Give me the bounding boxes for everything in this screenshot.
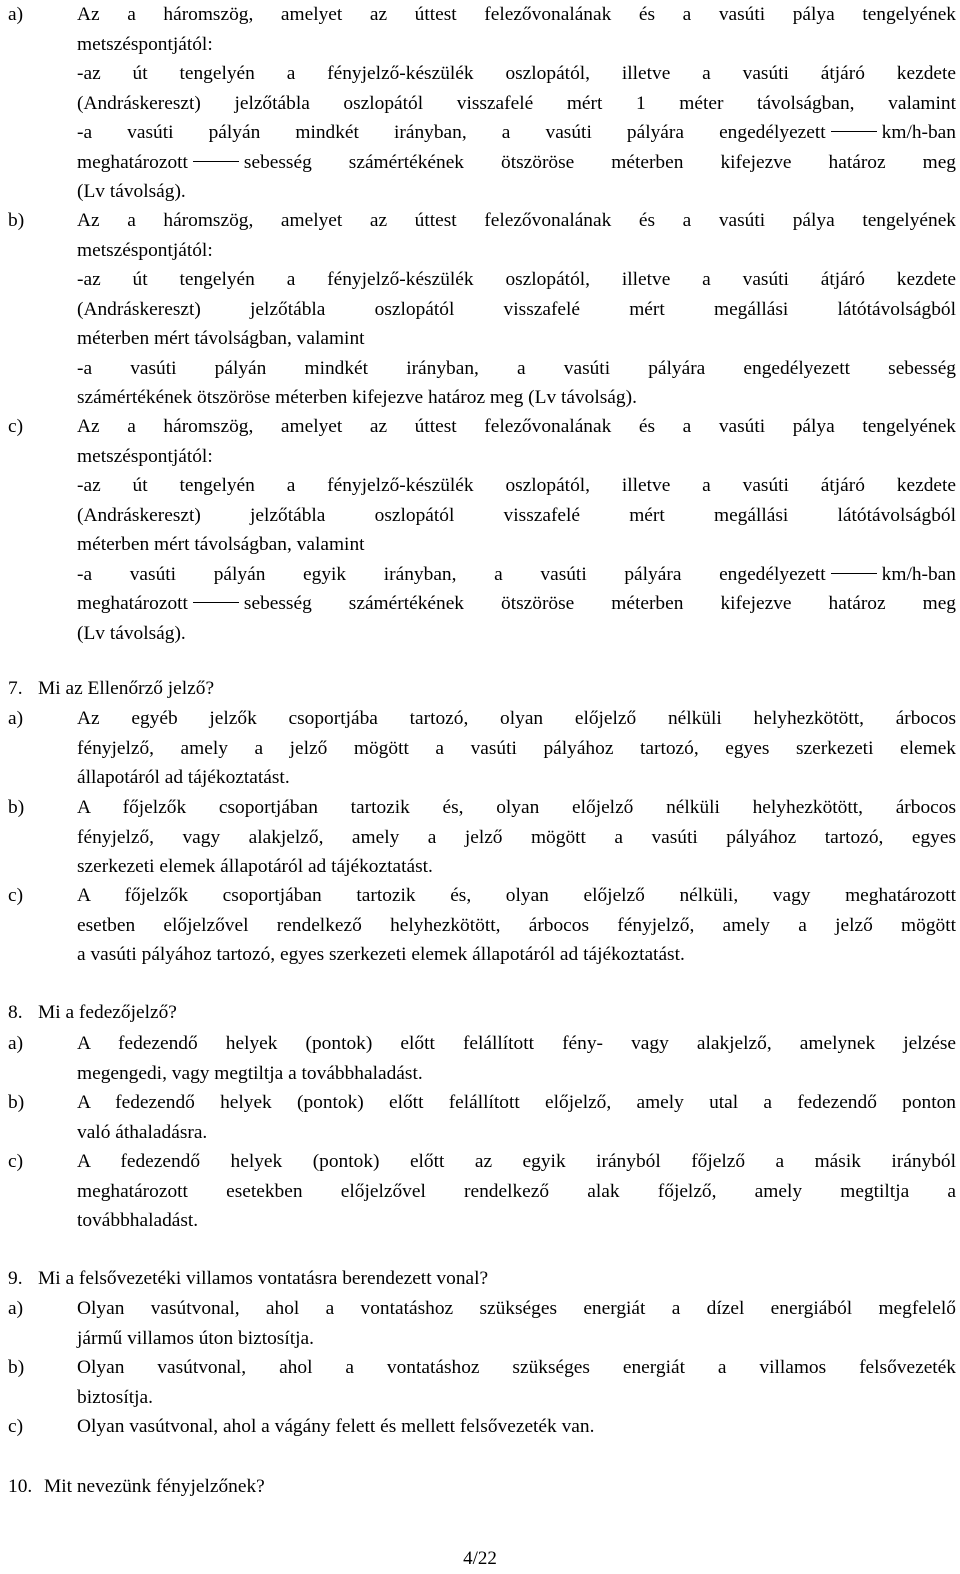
question-10 xyxy=(8,1472,265,1502)
text-line: Olyan vasútvonal, ahol a vontatáshoz szükséges energiát a villamos felsővezeték xyxy=(77,1357,956,1378)
text-segment: sebesség számértékének ötszöröse méterben kifejezve határoz meg xyxy=(243,151,956,173)
text-line: Az a háromszög, amelyet az úttest felezővonalának és a vasúti pálya tengelyének xyxy=(77,416,956,437)
option-9a xyxy=(8,1294,956,1353)
option-label: a) xyxy=(8,4,24,25)
text-line xyxy=(77,560,956,590)
text-line: fényjelző, amely a jelző mögött a vasúti pályához tartozó, egyes szerkezeti elemek xyxy=(77,737,956,759)
question-7 xyxy=(8,674,214,704)
option-9b xyxy=(8,1353,956,1412)
text-line: A fedezendő helyek (pontok) előtt az egyik irányból főjelző a másik irányból xyxy=(77,1151,956,1172)
question-number: 7. xyxy=(8,678,23,699)
text-line: Az a háromszög, amelyet az úttest felezővonalának és a vasúti pálya tengelyének xyxy=(77,210,956,231)
text-line: méterben mért távolságban, valamint xyxy=(77,328,365,349)
blank-line xyxy=(831,131,877,132)
text-line: metszéspontjától: xyxy=(77,33,213,55)
text-segment: -a vasúti pályán egyik irányban, a vasúti pályára engedélyezett xyxy=(77,563,826,585)
text-segment: -a vasúti pályán mindkét irányban, a vasúti pályára engedélyezett xyxy=(77,122,826,143)
option-9c xyxy=(8,1412,956,1442)
text-segment: meghatározott xyxy=(77,593,188,614)
text-line: állapotáról ad tájékoztatást. xyxy=(77,767,290,788)
text-line: számértékének ötszöröse méterben kifejezve határoz meg (Lv távolság). xyxy=(77,387,637,408)
option-6b xyxy=(8,206,956,413)
page-number: 4/22 xyxy=(463,1548,497,1569)
question-text: Mit nevezünk fényjelzőnek? xyxy=(44,1476,265,1497)
option-label: c) xyxy=(8,1416,24,1437)
option-7c xyxy=(8,881,956,970)
text-line: fényjelző, vagy alakjelző, amely a jelző mögött a vasúti pályához tartozó, egyes xyxy=(77,826,956,848)
option-6a xyxy=(8,0,956,207)
text-line: A főjelzők csoportjában tartozik és, olyan előjelző nélküli, vagy meghatározott xyxy=(77,885,956,906)
option-6c xyxy=(8,412,956,648)
option-label: a) xyxy=(8,1298,24,1319)
question-text: Mi a felsővezetéki villamos vontatásra berendezett vonal? xyxy=(38,1268,489,1289)
option-label: c) xyxy=(8,1151,24,1172)
text-line: -az út tengelyén a fényjelző-készülék oszlopától, illetve a vasúti átjáró kezdete xyxy=(77,63,956,84)
text-line: (Andráskereszt) jelzőtábla oszlopától visszafelé mért 1 méter távolságban, valamint xyxy=(77,92,956,114)
blank-line xyxy=(831,573,877,574)
option-7b xyxy=(8,793,956,882)
text-line: Olyan vasútvonal, ahol a vágány felett és mellett felsővezeték van. xyxy=(77,1416,595,1437)
text-line: megengedi, vagy megtiltja a továbbhaladást. xyxy=(77,1062,423,1084)
blank-line xyxy=(193,602,239,603)
text-segment: km/h-ban xyxy=(881,122,956,143)
text-line: Az a háromszög, amelyet az úttest felezővonalának és a vasúti pálya tengelyének xyxy=(77,4,956,25)
text-segment: km/h-ban xyxy=(881,563,956,585)
text-line: esetben előjelzővel rendelkező helyhezkötött, árbocos fényjelző, amely a jelző mögött xyxy=(77,914,956,936)
text-line: jármű villamos úton biztosítja. xyxy=(77,1327,314,1349)
text-line: (Lv távolság). xyxy=(77,181,186,202)
text-line: (Andráskereszt) jelzőtábla oszlopától visszafelé mért megállási látótávolságból xyxy=(77,504,956,526)
text-line: méterben mért távolságban, valamint xyxy=(77,534,365,555)
option-label: b) xyxy=(8,1092,25,1113)
option-8a xyxy=(8,1029,956,1088)
question-number: 10. xyxy=(8,1476,33,1497)
text-line xyxy=(77,148,956,178)
question-number: 9. xyxy=(8,1268,23,1289)
option-label: a) xyxy=(8,1033,24,1054)
text-line: -az út tengelyén a fényjelző-készülék oszlopától, illetve a vasúti átjáró kezdete xyxy=(77,269,956,290)
text-line: A fedezendő helyek (pontok) előtt felállított fény- vagy alakjelző, amelynek jelzése xyxy=(77,1033,956,1054)
text-line: A főjelzők csoportjában tartozik és, olyan előjelző nélküli helyhezkötött, árbocos xyxy=(77,797,956,818)
text-line: metszéspontjától: xyxy=(77,445,213,467)
question-9 xyxy=(8,1264,488,1294)
text-line: metszéspontjától: xyxy=(77,239,213,261)
question-text: Mi az Ellenőrző jelző? xyxy=(38,678,215,699)
text-line: -az út tengelyén a fényjelző-készülék oszlopától, illetve a vasúti átjáró kezdete xyxy=(77,475,956,496)
text-line: meghatározott esetekben előjelzővel rendelkező alak főjelző, amely megtiltja a xyxy=(77,1180,956,1202)
text-line: A fedezendő helyek (pontok) előtt felállított előjelző, amely utal a fedezendő ponton xyxy=(77,1092,956,1113)
option-label: a) xyxy=(8,708,24,729)
option-8c xyxy=(8,1147,956,1236)
option-label: b) xyxy=(8,797,25,818)
text-line: (Andráskereszt) jelzőtábla oszlopától visszafelé mért megállási látótávolságból xyxy=(77,298,956,320)
text-line xyxy=(77,589,956,619)
question-text: Mi a fedezőjelző? xyxy=(38,1002,177,1023)
option-label: c) xyxy=(8,885,24,906)
question-number: 8. xyxy=(8,1002,23,1023)
option-7a xyxy=(8,704,956,793)
text-line: -a vasúti pályán mindkét irányban, a vasúti pályára engedélyezett sebesség xyxy=(77,357,956,379)
text-segment: meghatározott xyxy=(77,151,188,173)
text-segment: sebesség számértékének ötszöröse méterben kifejezve határoz meg xyxy=(243,593,956,614)
text-line: Olyan vasútvonal, ahol a vontatáshoz szükséges energiát a dízel energiából megfelelő xyxy=(77,1298,956,1319)
text-line: szerkezeti elemek állapotáról ad tájékoztatást. xyxy=(77,856,433,877)
option-label: b) xyxy=(8,1357,25,1378)
text-line: (Lv távolság). xyxy=(77,622,186,644)
question-8 xyxy=(8,998,177,1028)
text-line: továbbhaladást. xyxy=(77,1210,199,1231)
option-label: c) xyxy=(8,416,24,437)
blank-line xyxy=(193,161,239,162)
text-line: Az egyéb jelzők csoportjába tartozó, olyan előjelző nélküli helyhezkötött, árbocos xyxy=(77,708,956,729)
option-label: b) xyxy=(8,210,25,231)
text-line: biztosítja. xyxy=(77,1386,153,1408)
text-line xyxy=(77,118,956,148)
text-line: a vasúti pályához tartozó, egyes szerkezeti elemek állapotáról ad tájékoztatást. xyxy=(77,944,685,965)
text-line: való áthaladásra. xyxy=(77,1121,208,1143)
option-8b xyxy=(8,1088,956,1147)
